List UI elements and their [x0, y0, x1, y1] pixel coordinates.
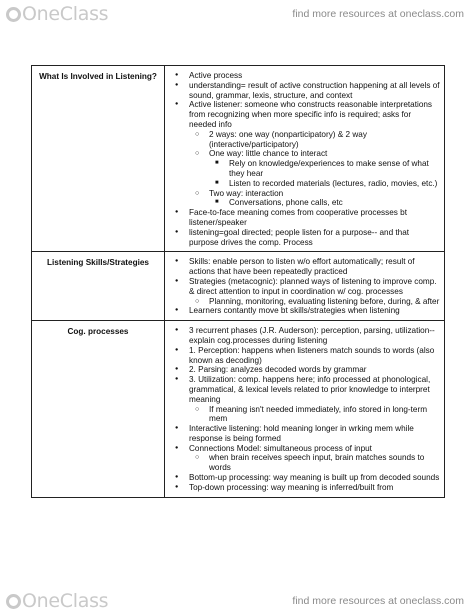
- logo-mark-icon: [6, 7, 21, 22]
- list-item: ■ Listen to recorded materials (lectures, radio, movies, etc.): [169, 179, 440, 189]
- row-heading: Listening Skills/Strategies: [32, 252, 165, 321]
- row-notes: [165, 252, 445, 321]
- row-notes: [165, 321, 445, 498]
- table-row: [32, 321, 445, 498]
- list-item: ● 2. Parsing: analyzes decoded words by grammar: [169, 365, 440, 375]
- list-item: ● Skills: enable person to listen w/o effort automatically; result of actions that have been repeatedly practiced: [169, 257, 440, 277]
- list-item: ● Strategies (metacognic): planned ways of listening to improve comp. & direct attention to input in coordination w/ cog. processes: [169, 277, 440, 297]
- page-footer: [0, 587, 474, 613]
- list-item: ● Learners contantly move bt skills/strategies when listening: [169, 306, 440, 316]
- list-item: ○ Two way: interaction: [169, 189, 440, 199]
- list-item: ● 1. Perception: happens when listeners match sounds to words (also known as decoding): [169, 346, 440, 366]
- table-row: [32, 66, 445, 252]
- oneclass-logo[interactable]: [6, 3, 108, 25]
- list-item: ● Active listener: someone who constructs reasonable interpretations from recognizing when more specific info is required; asks for needed info: [169, 100, 440, 129]
- list-item: ● Top-down processing: way meaning is inferred/built from: [169, 483, 440, 493]
- list-item: ● Active process: [169, 71, 440, 81]
- list-item: ● understanding= result of active construction happening at all levels of sound, grammar, lexis, structure, and context: [169, 81, 440, 101]
- oneclass-logo-footer[interactable]: [6, 590, 108, 612]
- list-item: ■ Conversations, phone calls, etc: [169, 198, 440, 208]
- row-heading: What Is Involved in Listening?: [32, 66, 165, 252]
- table-row: [32, 252, 445, 321]
- list-item: ● 3. Utilization: comp. happens here; info processed at phonological, grammatical, & lexical levels related to prior knowledge to interpret meaning: [169, 375, 440, 404]
- header-tagline[interactable]: find more resources at oneclass.com: [292, 8, 464, 20]
- bullet-list: [169, 326, 440, 493]
- logo-text: OneClass: [22, 590, 109, 612]
- list-item: ○ when brain receives speech input, brain matches sounds to words: [169, 453, 440, 473]
- bullet-list: [169, 71, 440, 247]
- row-notes: [165, 66, 445, 252]
- footer-tagline[interactable]: find more resources at oneclass.com: [292, 595, 464, 607]
- list-item: ● Connections Model: simultaneous process of input: [169, 444, 440, 454]
- list-item: ○ Planning, monitoring, evaluating listening before, during, & after: [169, 297, 440, 307]
- notes-table: [31, 65, 445, 498]
- list-item: ○ One way: little chance to interact: [169, 149, 440, 159]
- bullet-list: [169, 257, 440, 316]
- list-item: ● Interactive listening: hold meaning longer in wrking mem while response is being formed: [169, 424, 440, 444]
- logo-mark-icon: [6, 594, 21, 609]
- list-item: ● Bottom-up processing: way meaning is built up from decoded sounds: [169, 473, 440, 483]
- list-item: ● 3 recurrent phases (J.R. Auderson): perception, parsing, utilization-- explain cog.processes during listening: [169, 326, 440, 346]
- page-header: [0, 0, 474, 26]
- list-item: ● listening=goal directed; people listen for a purpose-- and that purpose drives the comp. Process: [169, 228, 440, 248]
- list-item: ○ If meaning isn't needed immediately, info stored in long-term mem: [169, 405, 440, 425]
- logo-text: OneClass: [22, 3, 109, 25]
- list-item: ■ Rely on knowledge/experiences to make sense of what they hear: [169, 159, 440, 179]
- list-item: ○ 2 ways: one way (nonparticipatory) & 2 way (interactive/participatory): [169, 130, 440, 150]
- row-heading: Cog. processes: [32, 321, 165, 498]
- list-item: ● Face-to-face meaning comes from cooperative processes bt listener/speaker: [169, 208, 440, 228]
